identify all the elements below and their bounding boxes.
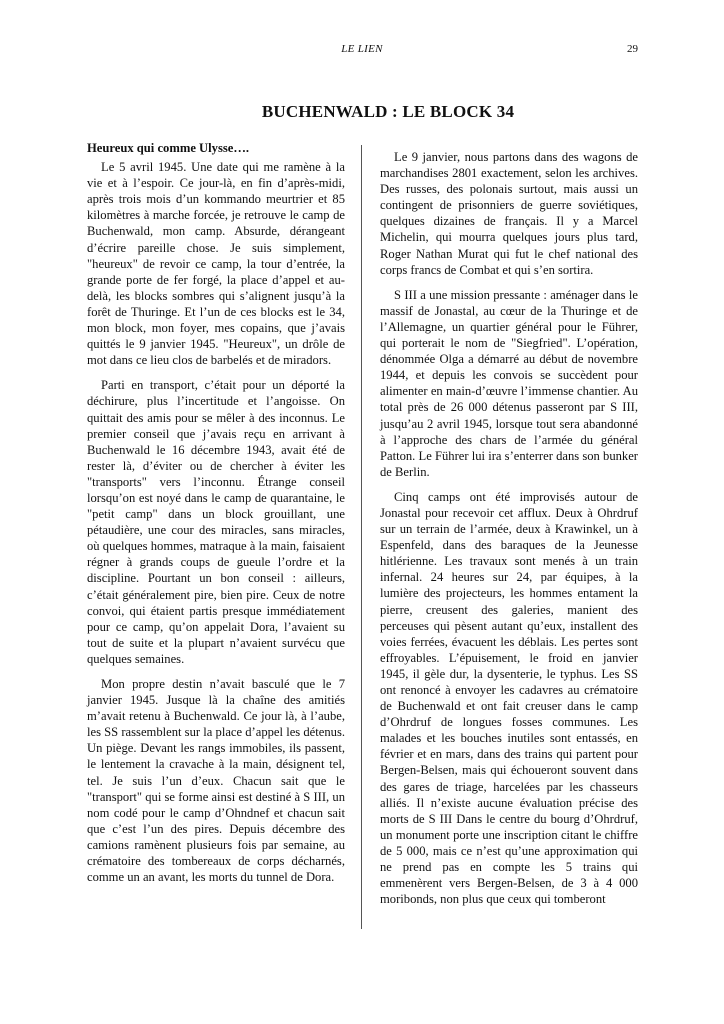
running-header (0, 43, 724, 59)
paragraph: S III a une mission pressante : aménager dans le massif de Jonastal, au cœur de la Thuringe et de l’Allemagne, un quartier général pour le Führer, qui porterait le nom de "Siegfried". L’opération, dénommée Olga a démarré au début de novembre 1944, et depuis les convois se succèdent pour alimenter en main-d’œuvre l’immense chantier. Au total près de 26 000 détenus passeront par S III, jusqu’au 2 avril 1945, lorsque tout sera abandonné à l’approche des chars de l’armée du général Patton. Le Führer lui ira s’enterrer dans son bunker de Berlin. (380, 287, 638, 479)
article-title: BUCHENWALD : LE BLOCK 34 (261, 102, 515, 121)
running-title: LE LIEN (341, 43, 383, 55)
right-column (380, 149, 638, 916)
paragraph: Mon propre destin n’avait basculé que le 7 janvier 1945. Jusque là la chaîne des amitiés m’avait retenu à Buchenwald. Ce jour là, à l’aube, les SS rassemblent sur la place d’appel les détenus. Un piège. Devant les rangs immobiles, ils passent, le lentement la cravache à la main, désignent tel, tel. Je suis l’un d’eux. Chacun sait que le "transport" qui se forme ainsi est destiné à S III, un nom codé pour le camp d’Ohndnef et chacun sait que c’est l’un des pires. Depuis décembre des camions ramènent plusieurs fois par semaine, au crématoire des tombereaux de corps décharnés, comme un an avant, les morts du tunnel de Dora. (87, 677, 345, 885)
column-divider (361, 145, 362, 929)
paragraph: Cinq camps ont été improvisés autour de Jonastal pour recevoir cet afflux. Deux à Ohrdruf sur un terrain de l’armée, deux à Krawinkel, un à Espenfeld, dans des baraques de la Jeunesse hitlérienne. Les travaux sont menés à un train infernal. 24 heures sur 24, par équipes, à la lumière des projecteurs, les hommes entament la pierre, creusent des galeries, manient des perceuses qui pèsent autant qu’eux, installent des voies ferrées, évacuent les déblais. Les pertes sont effroyables. L’épuisement, le froid en janvier 1945, il gèle dur, la dysenterie, le typhus. Les SS ont renoncé à envoyer les cadavres au crématoire de Buchenwald et ont fait creuser dans le camp d’Ohrdruf de longues fosses communes. Les malades et les bouches inutiles sont entassés, en février et en mars, dans des trains qui partent pour Bergen-Belsen, mais qui échoueront souvent dans des gares de triage, harcelées par les chasseurs alliés. Il n’existe aucune évaluation précise des morts de S III Dans le centre du bourg d’Ohrdruf, un monument porte une inscription citant le chiffre de 5 000, mais ce n’est qu’une approximation qui ne prend pas en compte les 5 trains qui emmenèrent vers Bergen-Belsen, de 3 à 4 000 moribonds, non plus que ceux qui tomberont (380, 489, 638, 907)
section-subheading: Heureux qui comme Ulysse…. (87, 141, 250, 155)
paragraph: Le 9 janvier, nous partons dans des wagons de marchandises 2801 exactement, selon les archives. Des russes, des polonais surtout, mais aussi un contingent de prisonniers de guerre soviétiques, quelques dizaines de français. Il y a Marcel Michelin, qui mourra quelques jours plus tard, Roger Nathan Murat qui fut le chef national des corps francs de Combat et qui s’en sortira. (380, 150, 638, 277)
paragraph: Parti en transport, c’était pour un déporté la déchirure, plus l’incertitude et l’angoisse. On quittait des amis pour se mêler à des inconnus. Le premier conseil que j’avais reçu en arrivant à Buchenwald le 16 décembre 1943, avait été de rester là, d’éviter ou de chercher à éviter les "transports" vers l’inconnu. Étrange conseil lorsqu’on est noyé dans le camp de quarantaine, le "petit camp" dans un block grouillant, une pétaudière, une cour des miracles, sans miracles, où quelques hommes, matraque à la main, faisaient régner à grands coups de gueule l’ordre et la discipline. Pourtant un bon conseil : ailleurs, c’était généralement pire, bien pire. Ceux de notre convoi, qui étaient partis presque immédiatement pour ce camp, qu’on appelait Dora, l’avaient su tout de suite et la plupart n’avaient survécu que quelques semaines. (87, 378, 345, 666)
left-column (87, 140, 345, 894)
paragraph: Le 5 avril 1945. Une date qui me ramène à la vie et à l’espoir. Ce jour-là, en fin d’après-midi, après trois mois d’un kommando meurtrier et 85 kilomètres à marche forcée, je retrouve le camp de Buchenwald, mon camp. Absurde, dérangeant d’écrire pareille chose. Je suis simplement, "heureux" de revoir ce camp, la tour d’entrée, la grande porte de fer forgé, la place d’appel et au-delà, les blocks sombres qui s’alignent jusqu’à la forêt de Thuringe. Et l’un de ces blocks est le 34, mon block, mon foyer, mes copains, que j’avais quittés le 9 janvier 1945. "Heureux", un drôle de mot dans ce lieu clos de barbelés et de miradors. (87, 160, 345, 368)
page-number: 29 (627, 43, 638, 55)
